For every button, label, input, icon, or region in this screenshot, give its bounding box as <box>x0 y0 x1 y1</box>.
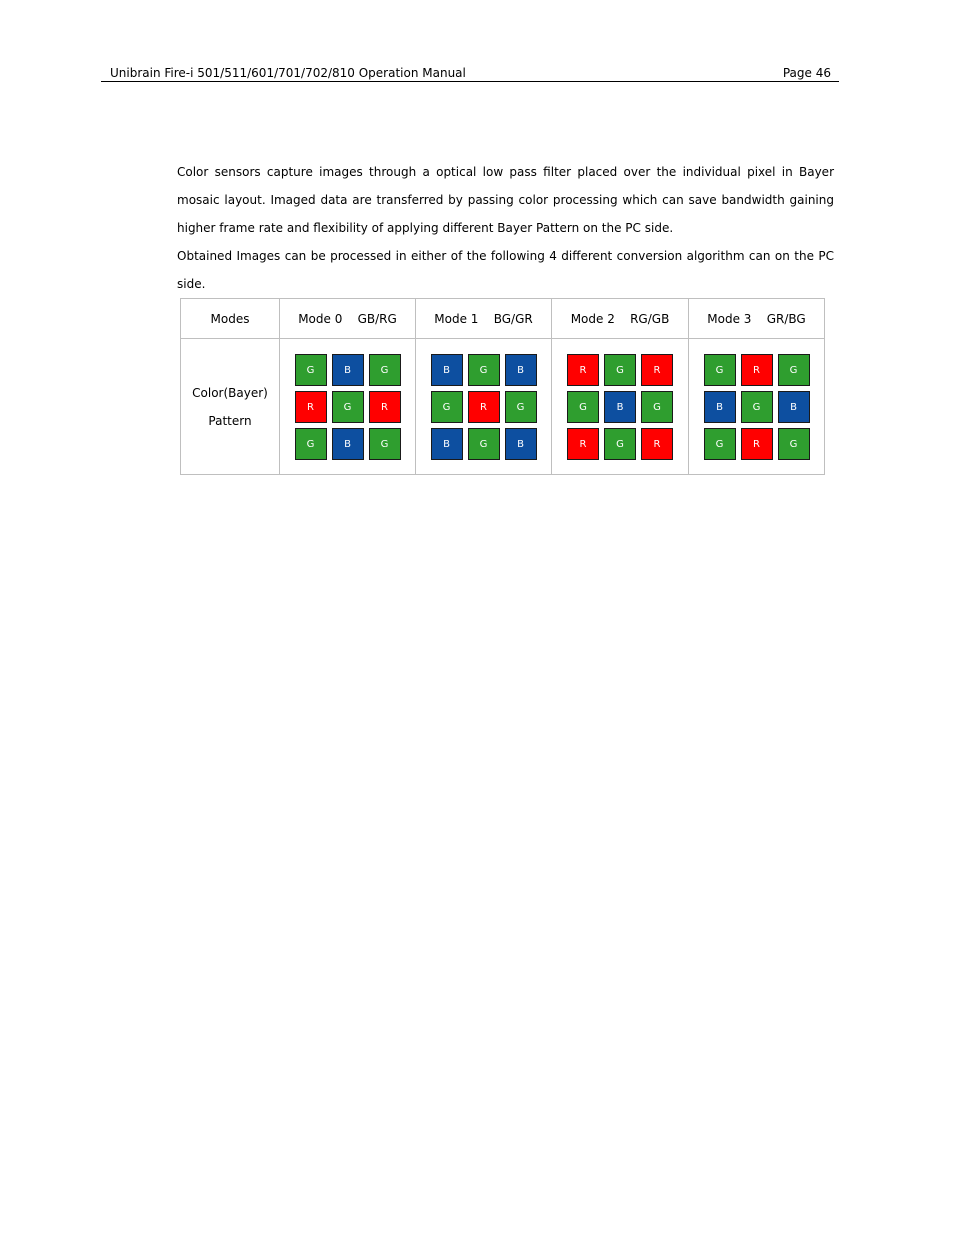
bayer-pixel-g: G <box>295 428 327 460</box>
bayer-pixel-r: R <box>641 428 673 460</box>
bayer-pixel-g: G <box>704 354 736 386</box>
bayer-pixel-r: R <box>741 354 773 386</box>
bayer-pixel-b: B <box>505 428 537 460</box>
bayer-pixel-g: G <box>295 354 327 386</box>
bayer-pixel-g: G <box>778 428 810 460</box>
paragraph-2: Obtained Images can be processed in either of the following 4 different conversion algorithm can on the PC side. <box>177 249 834 291</box>
bayer-modes-table <box>180 298 825 475</box>
bayer-pixel-b: B <box>332 354 364 386</box>
bayer-pixel-r: R <box>295 391 327 423</box>
bayer-pixel-g: G <box>741 391 773 423</box>
bayer-grid-mode-3 <box>704 354 810 460</box>
bayer-pixel-g: G <box>332 391 364 423</box>
mode-1-pattern <box>416 339 552 475</box>
bayer-pixel-r: R <box>641 354 673 386</box>
table-header-row <box>181 299 825 339</box>
bayer-pixel-b: B <box>604 391 636 423</box>
pattern-label-line-1: Color(Bayer) <box>192 385 268 400</box>
document-title: Unibrain Fire-i 501/511/601/701/702/810 Operation Manual <box>110 66 466 80</box>
bayer-pixel-r: R <box>567 354 599 386</box>
bayer-pixel-g: G <box>641 391 673 423</box>
table-pattern-row <box>181 339 825 475</box>
mode-2-pattern <box>552 339 689 475</box>
bayer-pixel-b: B <box>332 428 364 460</box>
body-text <box>177 158 834 298</box>
pattern-label-cell <box>181 339 280 475</box>
bayer-pixel-b: B <box>505 354 537 386</box>
paragraph-1: Color sensors capture images through a optical low pass filter placed over the individual pixel in Bayer mosaic layout. Imaged data are transferred by passing color processing which can save bandwidth gaining higher frame rate and flexibility of applying different Bayer Pattern on the PC side. <box>177 165 834 235</box>
bayer-pixel-g: G <box>431 391 463 423</box>
bayer-pixel-r: R <box>468 391 500 423</box>
mode-3-header: Mode 3 GR/BG <box>689 299 825 339</box>
bayer-pixel-b: B <box>704 391 736 423</box>
bayer-pixel-g: G <box>468 354 500 386</box>
bayer-pixel-g: G <box>468 428 500 460</box>
page-header <box>101 66 839 82</box>
bayer-pixel-g: G <box>369 428 401 460</box>
pattern-label-line-2: Pattern <box>208 413 252 428</box>
bayer-grid-mode-2 <box>567 354 673 460</box>
mode-2-header: Mode 2 RG/GB <box>552 299 689 339</box>
bayer-pixel-g: G <box>704 428 736 460</box>
mode-0-header: Mode 0 GB/RG <box>280 299 416 339</box>
bayer-pixel-g: G <box>778 354 810 386</box>
page-number: Page 46 <box>782 66 831 80</box>
mode-0-pattern <box>280 339 416 475</box>
bayer-pixel-b: B <box>778 391 810 423</box>
bayer-grid-mode-0 <box>295 354 401 460</box>
mode-3-pattern <box>689 339 825 475</box>
mode-1-header: Mode 1 BG/GR <box>416 299 552 339</box>
bayer-pixel-g: G <box>604 428 636 460</box>
modes-header: Modes <box>181 299 280 339</box>
bayer-pixel-r: R <box>567 428 599 460</box>
bayer-pixel-r: R <box>741 428 773 460</box>
bayer-pixel-g: G <box>369 354 401 386</box>
bayer-pixel-g: G <box>505 391 537 423</box>
bayer-pixel-g: G <box>604 354 636 386</box>
bayer-pixel-b: B <box>431 428 463 460</box>
bayer-grid-mode-1 <box>431 354 537 460</box>
bayer-pixel-b: B <box>431 354 463 386</box>
bayer-pixel-g: G <box>567 391 599 423</box>
bayer-pixel-r: R <box>369 391 401 423</box>
